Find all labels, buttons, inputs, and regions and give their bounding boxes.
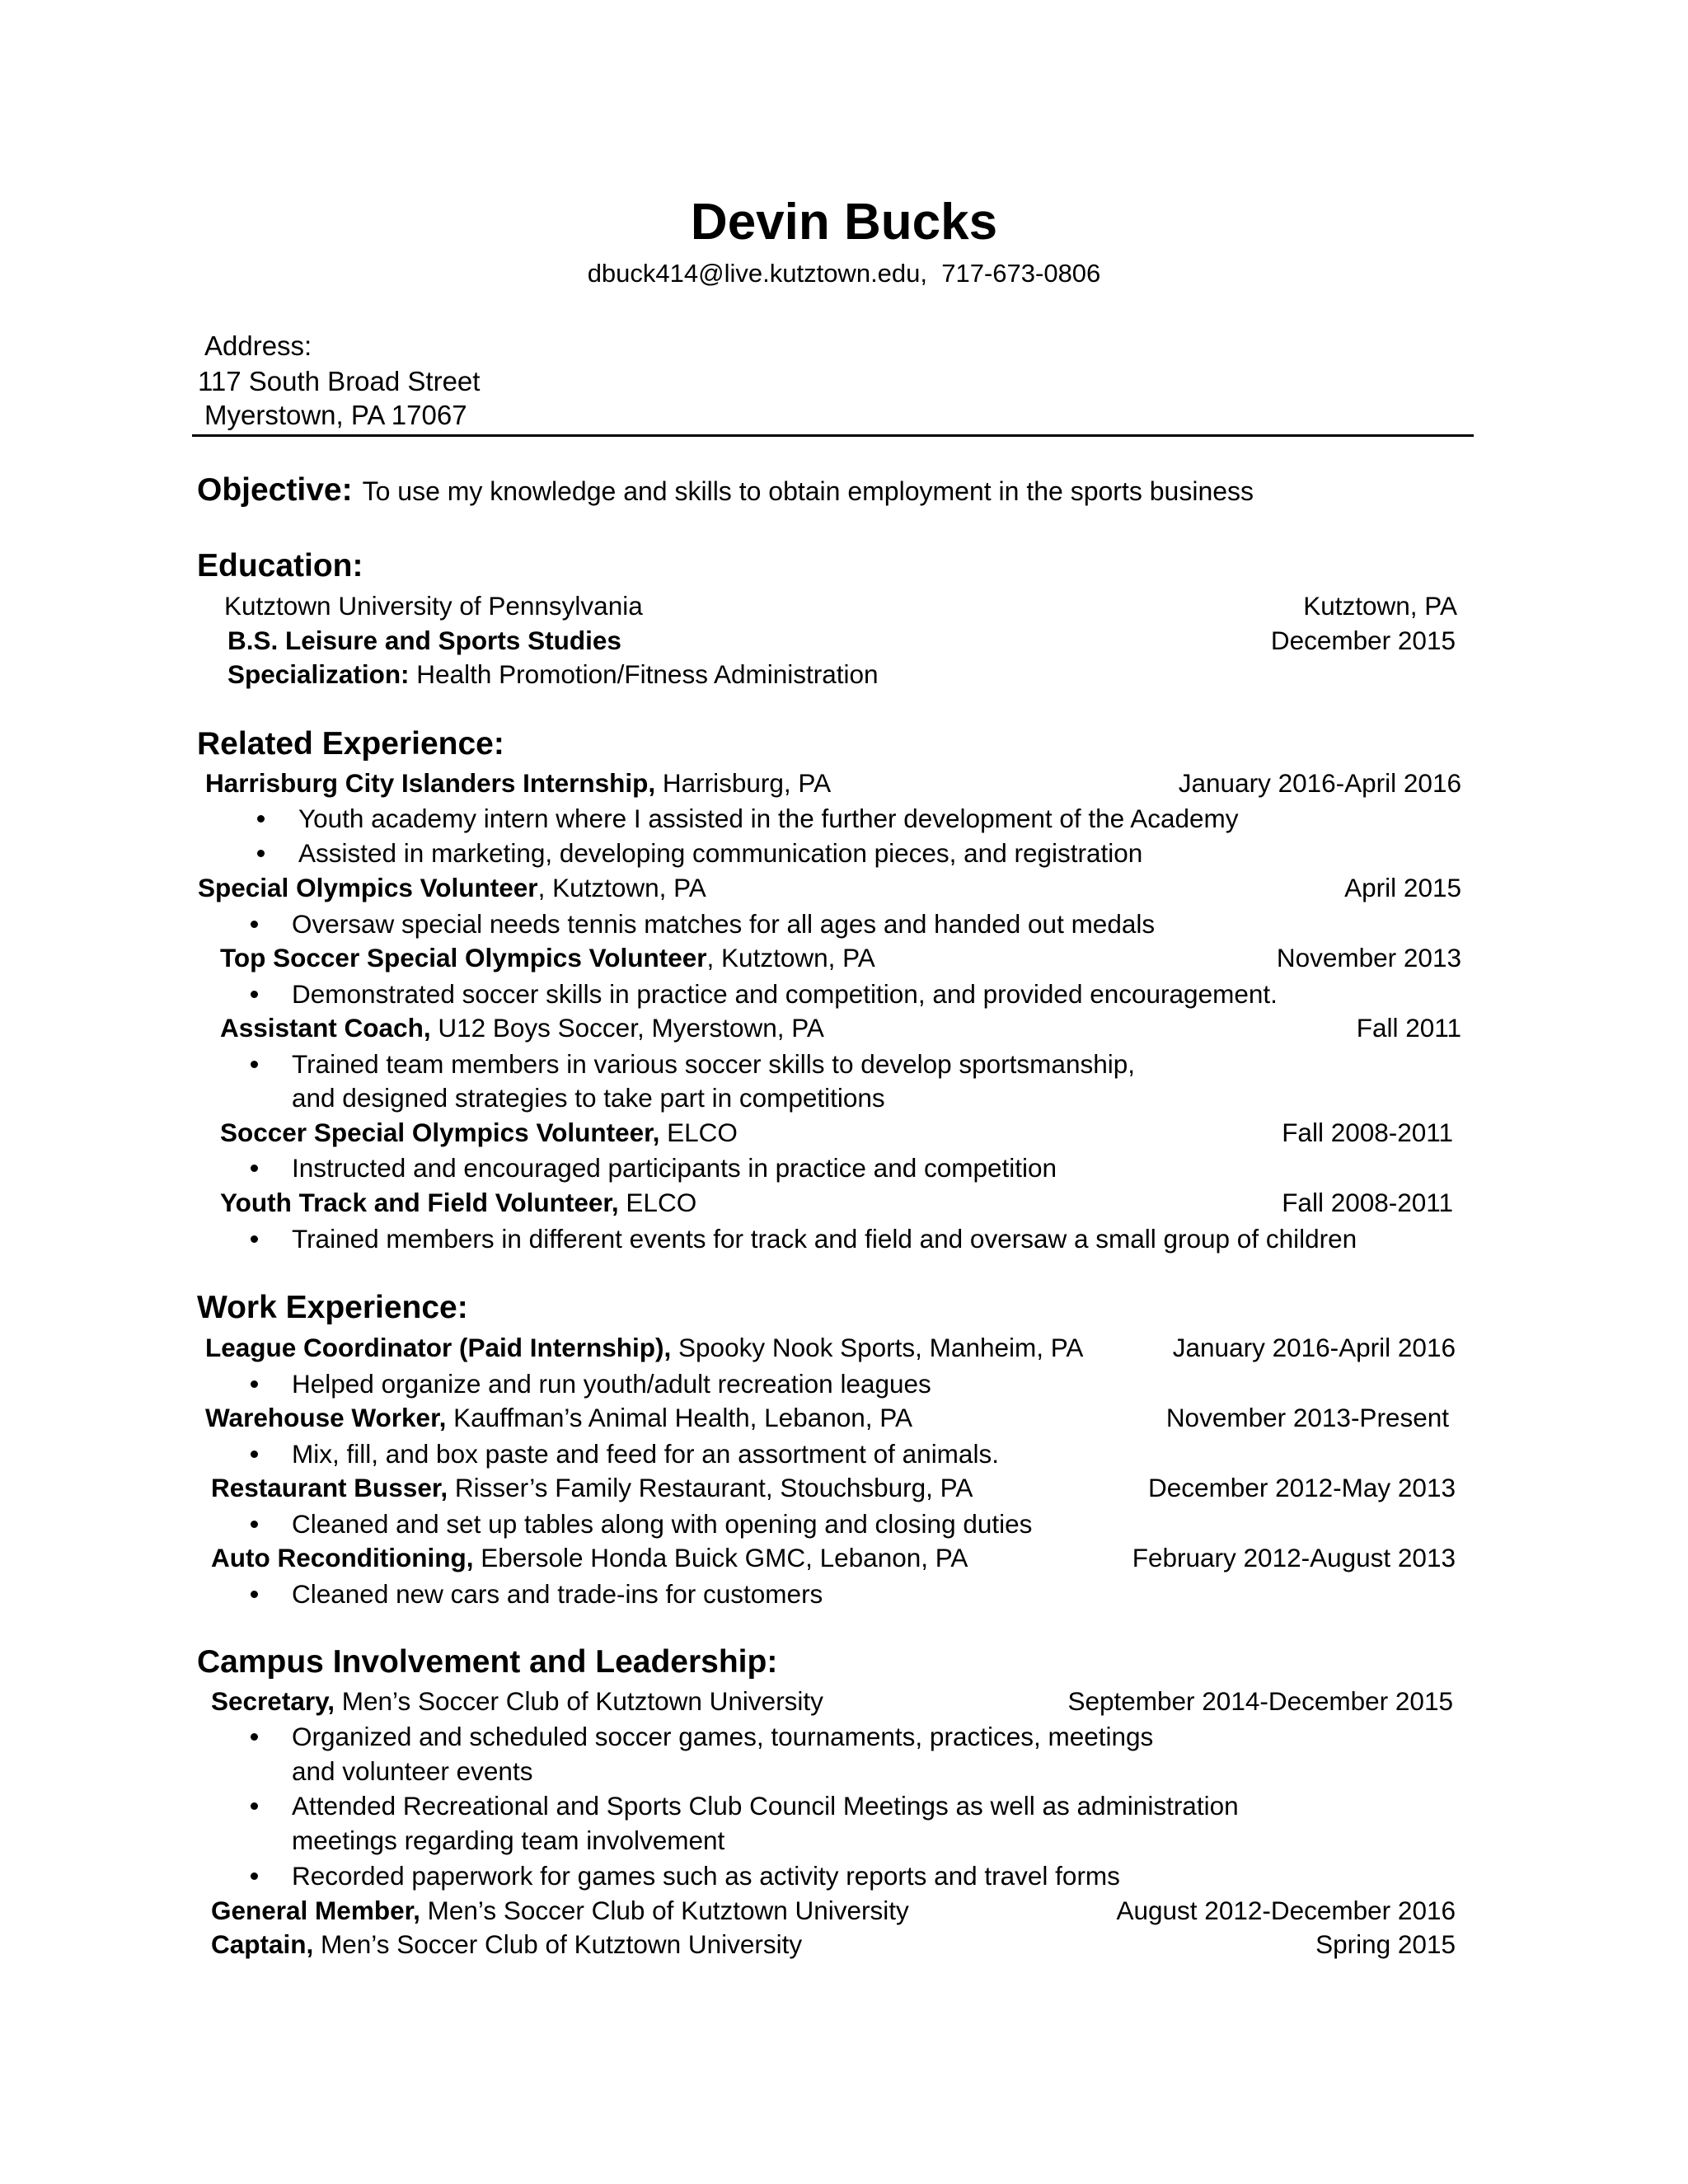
entry-detail: Men’s Soccer Club of Kutztown University bbox=[420, 1896, 909, 1925]
entry-detail: , Kutztown, PA bbox=[537, 873, 706, 902]
objective-label: Objective: bbox=[197, 472, 353, 508]
bullet-dot bbox=[251, 1521, 258, 1528]
spec-value: Health Promotion/Fitness Administration bbox=[409, 659, 879, 689]
entry-title: General Member, bbox=[211, 1896, 420, 1925]
candidate-name: Devin Bucks bbox=[690, 194, 998, 251]
bullet-text: Attended Recreational and Sports Club Council Meetings as well as administration bbox=[292, 1791, 1239, 1821]
entry-detail: Risser’s Family Restaurant, Stouchsburg, PA bbox=[448, 1473, 973, 1502]
entry-title: Secretary, bbox=[211, 1686, 335, 1716]
bullet-text: Organized and scheduled soccer games, tournaments, practices, meetings bbox=[292, 1722, 1154, 1751]
entry-date: December 2012-May 2013 bbox=[1148, 1473, 1456, 1502]
education-specialization bbox=[227, 657, 879, 691]
bullet-dot bbox=[257, 815, 265, 823]
entry-date: August 2012-December 2016 bbox=[1116, 1896, 1456, 1925]
bullet-dot bbox=[251, 1165, 258, 1172]
entry-detail: Harrisburg, PA bbox=[655, 768, 832, 798]
bullet-text: Recorded paperwork for games such as activity reports and travel forms bbox=[292, 1861, 1120, 1891]
entry-date: Fall 2011 bbox=[1356, 1013, 1461, 1043]
bullet-dot bbox=[251, 1591, 258, 1598]
header-divider bbox=[192, 434, 1474, 437]
entry-date: September 2014-December 2015 bbox=[1067, 1686, 1453, 1716]
related-entry-title bbox=[220, 1185, 696, 1220]
bullet-continuation: and designed strategies to take part in competitions bbox=[292, 1083, 885, 1113]
bullet-dot bbox=[251, 1235, 258, 1243]
bullet-text: Mix, fill, and box paste and feed for an assortment of animals. bbox=[292, 1439, 999, 1469]
entry-date: November 2013 bbox=[1276, 943, 1461, 972]
education-date: December 2015 bbox=[1270, 626, 1456, 655]
related-heading: Related Experience: bbox=[197, 726, 504, 762]
bullet-text: Oversaw special needs tennis matches for all ages and handed out medals bbox=[292, 909, 1156, 939]
bullet-dot bbox=[251, 1061, 258, 1068]
entry-title: Captain, bbox=[211, 1929, 314, 1959]
related-entry-title bbox=[220, 940, 875, 975]
campus-entry-title bbox=[211, 1684, 823, 1718]
bullet-dot bbox=[251, 1733, 258, 1741]
bullet-text: Trained team members in various soccer skills to develop sportsmanship, bbox=[292, 1049, 1135, 1079]
objective-section bbox=[197, 470, 1254, 512]
entry-detail: , Kutztown, PA bbox=[706, 943, 875, 972]
bullet-dot bbox=[257, 850, 265, 857]
work-heading: Work Experience: bbox=[197, 1290, 468, 1325]
entry-detail: ELCO bbox=[659, 1118, 738, 1147]
work-entry-title bbox=[211, 1540, 968, 1575]
work-entry-title bbox=[205, 1400, 912, 1435]
objective-text: To use my knowledge and skills to obtain employment in the sports business bbox=[362, 476, 1254, 506]
entry-title: League Coordinator (Paid Internship), bbox=[205, 1333, 672, 1362]
entry-detail: Ebersole Honda Buick GMC, Lebanon, PA bbox=[473, 1543, 968, 1572]
related-entry-title bbox=[205, 766, 831, 800]
bullet-text: Instructed and encouraged participants in practice and competition bbox=[292, 1153, 1057, 1183]
bullet-text: Cleaned and set up tables along with opening and closing duties bbox=[292, 1509, 1033, 1539]
entry-date: November 2013-Present bbox=[1165, 1403, 1449, 1432]
bullet-dot bbox=[251, 1802, 258, 1810]
entry-title: Youth Track and Field Volunteer, bbox=[220, 1188, 619, 1217]
entry-detail: Men’s Soccer Club of Kutztown University bbox=[313, 1929, 803, 1959]
address-label: Address: bbox=[204, 330, 312, 361]
contact-line: dbuck414@live.kutztown.edu, 717-673-0806 bbox=[587, 259, 1101, 288]
spec-label: Specialization: bbox=[227, 659, 410, 689]
entry-title: Special Olympics Volunteer bbox=[198, 873, 538, 902]
entry-detail: Spooky Nook Sports, Manheim, PA bbox=[671, 1333, 1084, 1362]
bullet-dot bbox=[251, 921, 258, 928]
entry-detail: U12 Boys Soccer, Myerstown, PA bbox=[430, 1013, 824, 1043]
entry-date: Spring 2015 bbox=[1315, 1929, 1456, 1959]
entry-date: Fall 2008-2011 bbox=[1282, 1188, 1453, 1217]
education-degree bbox=[227, 623, 621, 658]
degree-title: B.S. Leisure and Sports Studies bbox=[227, 626, 621, 655]
entry-date: January 2016-April 2016 bbox=[1178, 768, 1461, 798]
entry-date: April 2015 bbox=[1344, 873, 1461, 902]
address-line-1: 117 South Broad Street bbox=[198, 366, 481, 396]
entry-detail: Men’s Soccer Club of Kutztown University bbox=[335, 1686, 823, 1716]
bullet-continuation: and volunteer events bbox=[292, 1756, 533, 1786]
bullet-text: Trained members in different events for track and field and oversaw a small group of children bbox=[292, 1224, 1357, 1254]
education-location: Kutztown, PA bbox=[1303, 591, 1457, 621]
entry-date: Fall 2008-2011 bbox=[1282, 1118, 1453, 1147]
bullet-text: Assisted in marketing, developing communication pieces, and registration bbox=[298, 838, 1143, 868]
bullet-continuation: meetings regarding team involvement bbox=[292, 1825, 725, 1855]
bullet-text: Cleaned new cars and trade-ins for customers bbox=[292, 1579, 823, 1609]
related-entry-title bbox=[220, 1115, 738, 1150]
bullet-dot bbox=[251, 991, 258, 998]
entry-title: Auto Reconditioning, bbox=[211, 1543, 474, 1572]
work-entry-title bbox=[211, 1470, 973, 1505]
address-line-2: Myerstown, PA 17067 bbox=[204, 400, 467, 430]
entry-detail: Kauffman’s Animal Health, Lebanon, PA bbox=[446, 1403, 912, 1432]
campus-entry-title bbox=[211, 1927, 802, 1961]
entry-title: Soccer Special Olympics Volunteer, bbox=[220, 1118, 660, 1147]
entry-title: Top Soccer Special Olympics Volunteer bbox=[220, 943, 707, 972]
entry-title: Restaurant Busser, bbox=[211, 1473, 448, 1502]
campus-heading: Campus Involvement and Leadership: bbox=[197, 1644, 778, 1680]
entry-date: January 2016-April 2016 bbox=[1172, 1333, 1456, 1362]
entry-title: Warehouse Worker, bbox=[205, 1403, 447, 1432]
entry-title: Harrisburg City Islanders Internship, bbox=[205, 768, 656, 798]
education-school: Kutztown University of Pennsylvania bbox=[224, 591, 643, 621]
bullet-dot bbox=[251, 1872, 258, 1880]
entry-date: February 2012-August 2013 bbox=[1132, 1543, 1456, 1572]
bullet-text: Youth academy intern where I assisted in the further development of the Academy bbox=[298, 804, 1239, 833]
bullet-text: Helped organize and run youth/adult recreation leagues bbox=[292, 1369, 931, 1399]
entry-detail: ELCO bbox=[618, 1188, 697, 1217]
education-heading: Education: bbox=[197, 548, 363, 583]
bullet-text: Demonstrated soccer skills in practice and competition, and provided encouragement. bbox=[292, 979, 1278, 1009]
related-entry-title bbox=[198, 870, 706, 905]
bullet-dot bbox=[251, 1451, 258, 1458]
related-entry-title bbox=[220, 1010, 824, 1045]
entry-title: Assistant Coach, bbox=[220, 1013, 431, 1043]
work-entry-title bbox=[205, 1330, 1083, 1365]
campus-entry-title bbox=[211, 1893, 909, 1928]
bullet-dot bbox=[251, 1380, 258, 1388]
